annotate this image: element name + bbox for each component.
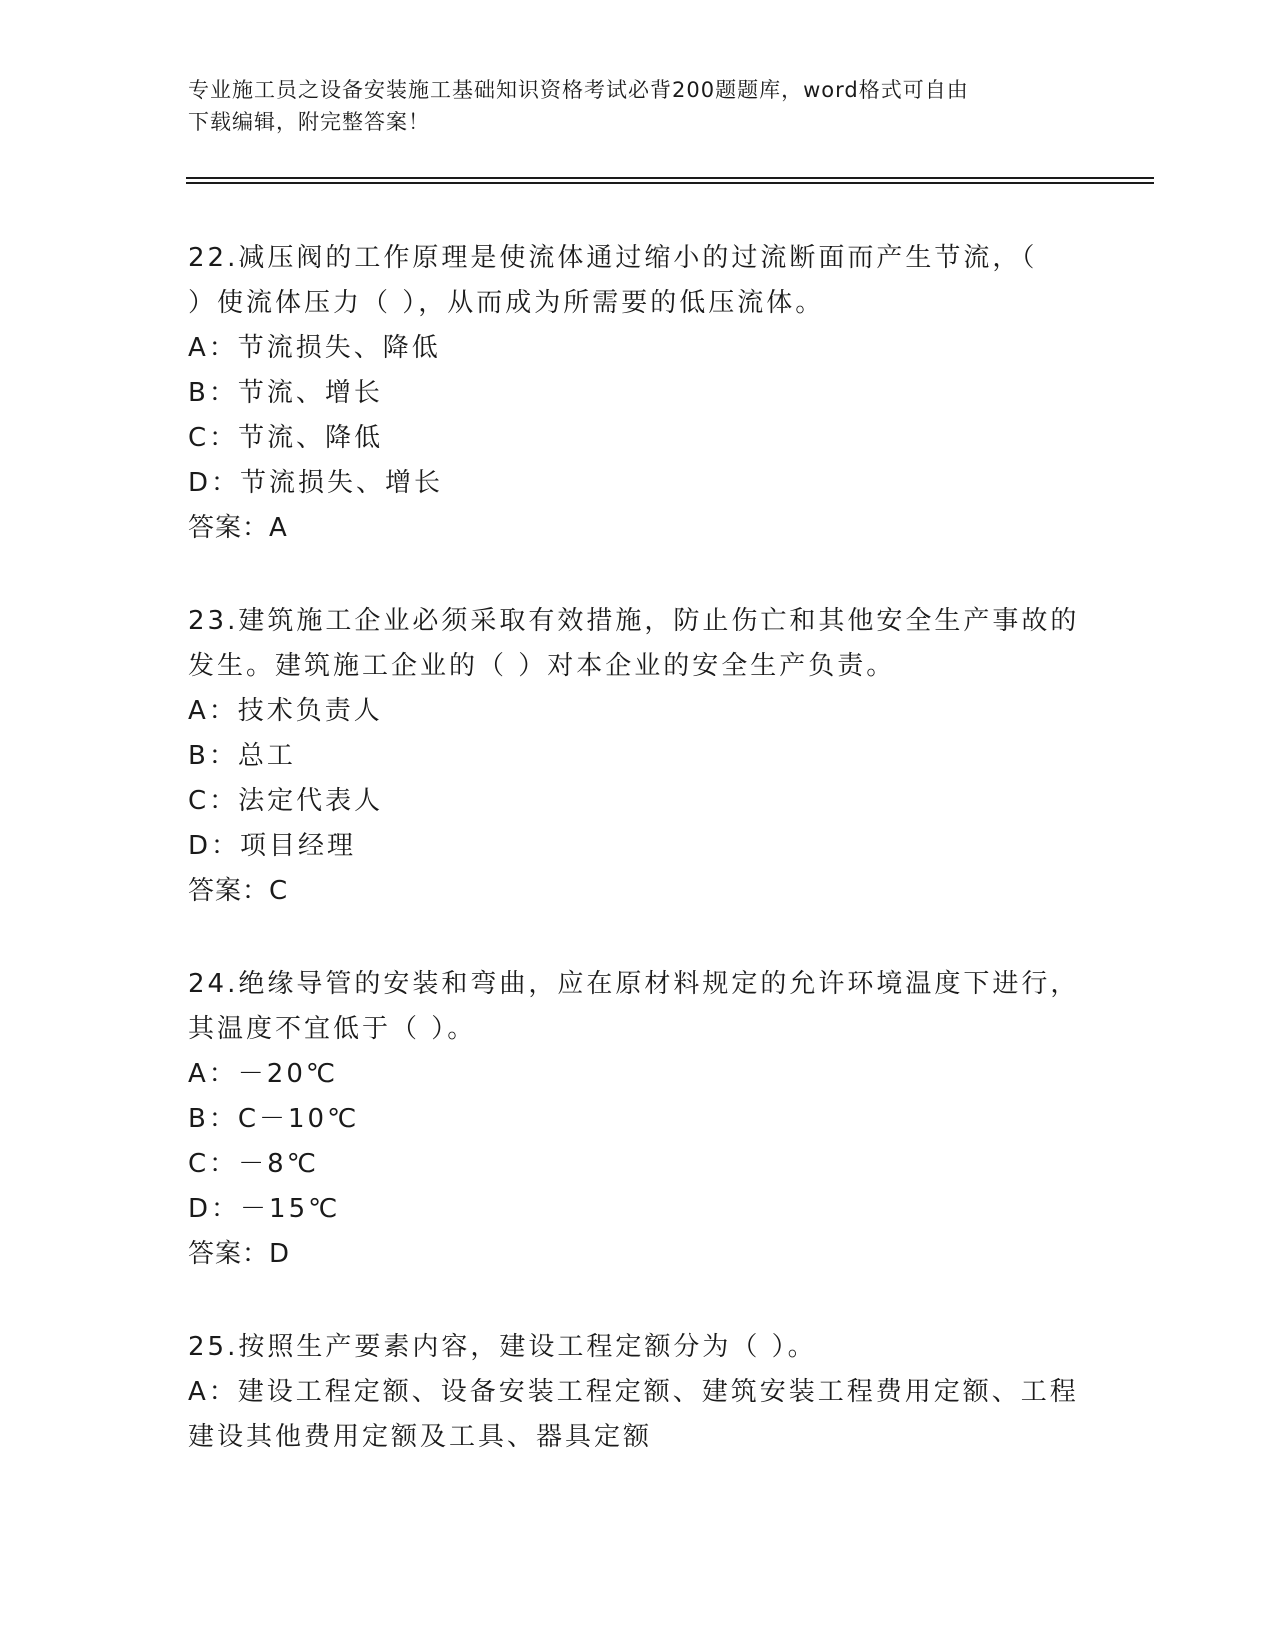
option-b: B：节流、增长 <box>188 378 383 408</box>
question-stem-line: 24.绝缘导管的安装和弯曲，应在原材料规定的允许环境温度下进行， <box>188 969 1080 999</box>
question-stem-line: 22.减压阀的工作原理是使流体通过缩小的过流断面而产生节流，（ <box>188 243 1038 273</box>
option-a-continued: 建设其他费用定额及工具、器具定额 <box>188 1422 653 1452</box>
option-a: A：节流损失、降低 <box>188 333 441 363</box>
option-c: C：－8℃ <box>188 1149 319 1179</box>
option-b: B：C－10℃ <box>188 1104 360 1134</box>
question-22 <box>188 236 1088 551</box>
option-d: D：项目经理 <box>188 831 357 861</box>
option-d: D：节流损失、增长 <box>188 468 444 498</box>
question-23 <box>188 599 1088 914</box>
option-a: A：－20℃ <box>188 1059 339 1089</box>
question-stem-line: ）使流体压力（ ），从而成为所需要的低压流体。 <box>188 288 825 318</box>
option-b: B：总工 <box>188 741 296 771</box>
question-stem-line: 发生。建筑施工企业的（ ）对本企业的安全生产负责。 <box>188 651 896 681</box>
answer-line: 答案：D <box>188 1239 291 1269</box>
header-divider-top <box>186 177 1154 179</box>
option-a: A：技术负责人 <box>188 696 383 726</box>
header-line-1: 专业施工员之设备安装施工基础知识资格考试必背200题题库，word格式可自由 <box>188 78 969 102</box>
option-d: D：－15℃ <box>188 1194 341 1224</box>
option-a: A：建设工程定额、设备安装工程定额、建筑安装工程费用定额、工程 <box>188 1377 1079 1407</box>
question-stem-line: 其温度不宜低于（ ）。 <box>188 1014 477 1044</box>
question-stem-line: 25.按照生产要素内容，建设工程定额分为（ ）。 <box>188 1332 817 1362</box>
option-c: C：节流、降低 <box>188 423 384 453</box>
question-stem-line: 23.建筑施工企业必须采取有效措施，防止伤亡和其他安全生产事故的 <box>188 606 1080 636</box>
header-divider-bottom <box>186 182 1154 184</box>
document-header <box>188 74 1088 138</box>
question-24 <box>188 962 1088 1277</box>
option-c: C：法定代表人 <box>188 786 384 816</box>
answer-line: 答案：A <box>188 513 288 543</box>
answer-line: 答案：C <box>188 876 289 906</box>
header-line-2: 下载编辑，附完整答案！ <box>188 110 430 134</box>
question-25 <box>188 1325 1088 1460</box>
